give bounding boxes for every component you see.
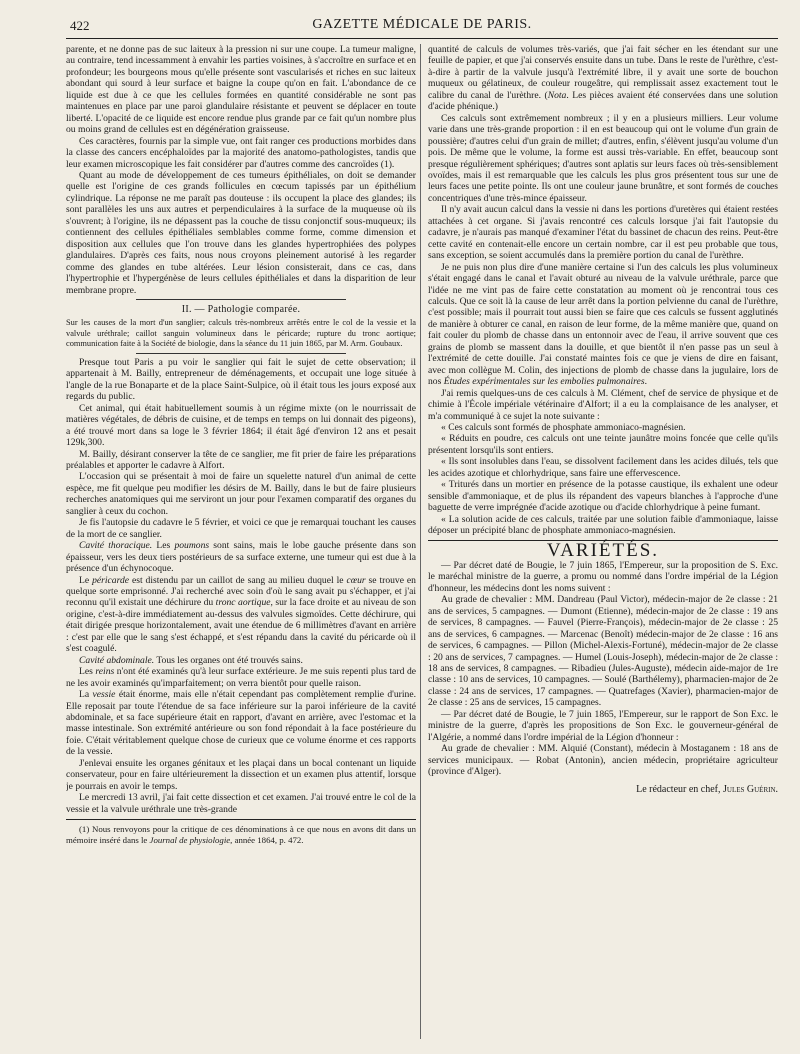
paragraph: parente, et ne donne pas de suc laiteux à la pression ni sur une coupe. La tumeur maligne, au contraire, tend incessamment à envahir les parties voisines, à s'accroître en surface et en profondeur; les bourgeons mous qu'elle présente sont vascularisés et riches en suc laiteux abondant qui sourd à leur surface et baigne la coupe qu'on en fait. L'abondance de ce liquide est due à ce que les cellules formées en quantité considérable ne sont pas maintenues en place par une paroi glandulaire résistante et peuvent se déplacer en toute liberté. L'opacité de ce liquide est encore rendue plus grande par ce fait qu'un nombre plus ou moins grand de cellules est en dégénération graisseuse. — [66, 44, 416, 136]
varietes-title: VARIÉTÉS. — [546, 540, 660, 562]
text-span: Tous les organes ont été trouvés sains. — [154, 654, 303, 666]
section-divider — [136, 299, 346, 300]
right-column — [428, 44, 778, 1039]
emphasis: reins — [95, 666, 115, 678]
paragraph: J'enlevai ensuite les organes génitaux et les plaçai dans un bocal contenant un liquide conservateur, pour en faire ultérieurement la dissection et un examen plus attentif, lorsque je pourrais en avoir le temps. — [66, 757, 416, 792]
subheading: Cavité abdominale. — [79, 654, 155, 666]
paragraph — [428, 262, 778, 388]
paragraph: Quant au mode de développement de ces tumeurs épithéliales, on doit se demander quelle est l'origine de ces grands follicules en cœcum tapissés par un épithélium cylindrique. La réponse ne me paraît pas douteuse : ils occupent la place des glandes; ils sont parallèles les uns aux autres et perpendiculaires à la surface de la muqueuse où ils s'ouvrent; à l'origine, ils ne dépassent pas la couche de tissu conjonctif sous-muqueux; ils contiennent des cellules épithéliales semblables comme forme, comme dimension et disposition aux cellules que l'on trouve dans les glandes hypertrophiées des polypes glandulaires. D'après ces faits, nous nous croyons pleinement autorisé à les regarder comme des glandes en tube altérées. Leur lésion consisterait, dans ce cas, dans l'hypertrophie et l'hypergénèse de leurs cellules épithéliales et dans la disparition de leur membrane propre. — [66, 169, 416, 296]
paragraph: Cet animal, qui était habituellement soumis à un régime mixte (on le nourrissait de matières végétales, de débris de cuisine, et de temps en temps on lui donnait des pigeons), a été trouvé mort dans sa loge le 3 février 1864; il était âgé d'environ 12 ans et pesait 129k,300. — [66, 402, 416, 449]
paragraph: Ces caractères, fournis par la simple vue, ont fait ranger ces productions morbides dans la classe des cancers encéphaloïdes par la majorité des anatomo-pathologistes, tandis que leur examen microscopique les fait considérer par d'autres comme des cancroïdes (1). — [66, 135, 416, 170]
paragraph: Il n'y avait aucun calcul dans la vessie ni dans les portions d'uretères qui étaient restées attachées à cet organe. Si j'avais rencontré ces calculs lorsque j'ai fait l'autopsie du cadavre, je n'aurais pas manqué d'examiner l'état du bassinet de chacun des reins. Peut-être cette cavité en contenait-elle encore un certain nombre, car il est peu probable que tous, sans exception, se soient accumulés dans la première portion du canal de l'urèthre. — [428, 204, 778, 262]
section-divider — [136, 353, 346, 354]
text-span: (1) Nous renvoyons pour la critique de ces dénominations à ce que nous en avons dit dans un mémoire inséré dans le — [66, 824, 416, 845]
text-span: , année 1864, p. 472. — [230, 834, 304, 845]
quote-line: « Ils sont insolubles dans l'eau, se dissolvent facilement dans les acides dilués, tels que les acides azotique et chlorhydrique, sans faire une effervescence. — [428, 456, 778, 479]
quote-line: « Triturés dans un mortier en présence de la potasse caustique, ils exhalent une odeur sensible d'ammoniaque, et de plus ils répandent des vapeurs blanches à l'approche d'une baguette de verre imprégnée d'acide azotique ou d'acide chlorhydrique à peine fumant. — [428, 479, 778, 514]
paragraph: Je fis l'autopsie du cadavre le 5 février, et voici ce que je remarquai touchant les causes de la mort de ce sanglier. — [66, 517, 416, 540]
text-span: . Les pièces avaient été conservées dans une solution d'acide phénique.) — [428, 89, 778, 113]
left-column — [66, 44, 416, 1039]
section-title: II. — Pathologie comparée. — [181, 303, 301, 315]
paragraph — [66, 540, 416, 574]
quote-line: « Réduits en poudre, ces calculs ont une teinte jaunâtre moins foncée que celle qu'ils présentent lorsqu'ils sont entiers. — [428, 433, 778, 456]
quote-line: « Ces calculs sont formés de phosphate ammoniaco-magnésien. — [441, 421, 686, 433]
paragraph: Au grade de chevalier : MM. Alquié (Constant), médecin à Mostaganem : 18 ans de services municipaux. — Robat (Antonin), ancien médecin, propriétaire agriculteur (province d'Alger). — [428, 743, 778, 778]
text-span: Le rédacteur en chef, — [636, 783, 723, 795]
text-span: n'ont été examinés qu'à leur surface extérieure. Je me suis repenti plus tard de ne les avoir examinés qu'imparfaitement; on verra bientôt pour quelle raison. — [66, 666, 416, 689]
paragraph: Presque tout Paris a pu voir le sanglier qui fait le sujet de cette observation; il appartenait à M. Bailly, entrepreneur de déménagements, et occupait une loge située à l'angle de la rue Bonaparte et de la place Saint-Sulpice, où il était tous les jours exposé aux regards du public. — [66, 356, 416, 403]
editor-name: Jules Guérin. — [723, 783, 778, 795]
text-span: sont sains, mais le lobe gauche présente dans son épaisseur, vers les deux tiers postérieurs de sa surface externe, une tumeur qui est due à la présence d'un échynocoque. — [66, 540, 416, 575]
emphasis: péricarde — [92, 574, 130, 586]
footnote-divider — [66, 819, 416, 820]
emphasis: tronc aortique — [215, 597, 271, 609]
text-span: était énorme, mais elle n'était cependant pas complètement remplie d'urine. Elle reposait par toute l'étendue de sa face inférieure sur la paroi inférieure de la cavité abdominale, et sa face supérieure était en rapport, d'avant en arrière, avec l'estomac et la masse intestinale. Son extrémité antérieure ou son fond répondait à la face postérieure du foie. C'était véritablement quelque chose de curieux que ce volume énorme et ces rapports de la vessie. — [66, 689, 416, 758]
text-span: Je ne puis non plus dire d'une manière certaine si l'un des calculs les plus volumineux s'était engagé dans le canal et l'avait obturé au niveau de la valvule uréthrale, parce que l'idée ne me vint pas de faire cette constatation au moment où je rencontrai tous ces calculs. Que ce soit là la cause de leur arrêt dans la portion pelvienne du canal de l'urèthre, c'est possible; mais il pourrait tout aussi bien se faire que ces calculs se fussent agglutinés de manière à obturer ce canal, en raison de leur forme, de la même manière que, quand on fait couler du plomb de chasse dans un entonnoir avec de l'eau, il arrive souvent que ces grains de plomb se massent dans la douille, et que bientôt il n'en passe pas un seul à l'extrémité de cette douille. J'ai constaté maintes fois ce que je viens de dire en faisant, avec mon collègue M. Colin, des injections de plomb de chasse dans la jugulaire, lors de nos — [428, 261, 778, 388]
page-header — [66, 16, 778, 39]
text-span: est distendu par un caillot de sang au milieu duquel le — [129, 574, 347, 586]
running-title: GAZETTE MÉDICALE DE PARIS. — [312, 17, 532, 32]
paragraph: L'occasion qui se présentait à moi de faire un squelette naturel d'un animal de cette espèce, me fit quelque peu modifier les désirs de M. Bailly, dans le but de faire plusieurs recherches anatomiques qui me serviront un jour pour l'examen comparatif des organes du sanglier à ceux du cochon. — [66, 471, 416, 517]
article-lead: Sur les causes de la mort d'un sanglier; calculs très-nombreux arrêtés entre le col de la vessie et la valvule uréthrale; caillot sanguin volumineux dans le péricarde; rupture du tronc aortique; communication faite à la Société de biologie, dans la séance du 11 juin 1865, par M. Arm. Goubaux. — [66, 318, 416, 349]
paragraph: Le mercredi 13 avril, j'ai fait cette dissection et cet examen. J'ai trouvé entre le col de la vessie et la valvule uréthrale une très-grande — [66, 792, 416, 815]
page-number: 422 — [70, 18, 90, 33]
paragraph: Au grade de chevalier : MM. Dandreau (Paul Victor), médecin-major de 2e classe : 21 ans de services, 5 campagnes. — Dumont (Etienne), médecin-major de 2e classe : 19 ans de services, 8 campagnes. — Fauvel (Pierre-François), médecin-major de 2e classe : 25 ans de services, 6 campagnes. — Marcenac (Benoît) médecin-major de 2e classe : 16 ans de services, 6 campagnes. — Pillon (Michel-Alexis-Fortuné), médecin-major de 2e classe : 20 ans de services, 7 campagnes. — Humel (Louis-Joseph), médecin-major de 2e classe : 18 ans de services, 8 campagnes. — Ribadieu (Jules-Auguste), médecin aide-major de 1re classe : 10 ans de services, 10 campagnes. — Soulé (Barthélemy), pharmacien-major de 2e classe : 24 ans de services, 17 campagnes. — Quatrefages (Xavier), pharmacien-major de 2e classe : 25 ans de services, 15 campagnes. — [428, 594, 778, 709]
subheading: Cavité thoracique. — [79, 540, 153, 552]
paragraph — [66, 689, 416, 758]
editor-signature — [428, 784, 778, 795]
text-span: . — [644, 376, 647, 388]
paragraph: J'ai remis quelques-uns de ces calculs à M. Clément, chef de service de physique et de chimie à l'École impériale vétérinaire d'Alfort; il a eu la complaisance de les analyser, et m'a communiqué à ce sujet la note suivante : — [428, 387, 778, 422]
paragraph — [66, 666, 416, 689]
text-span: Le — [79, 574, 93, 586]
paragraph: — Par décret daté de Bougie, le 7 juin 1865, l'Empereur, sur le rapport de Son Exc. le ministre de la guerre, d'après les propositions de Son Exc. le gouverneur-général de l'Algérie, a nommé dans l'ordre impérial de la Légion d'honneur : — [428, 708, 778, 743]
paragraph: Ces calculs sont extrêmement nombreux ; il y en a plusieurs milliers. Leur volume varie dans une très-grande proportion : il en est beaucoup qui ont le volume d'un grain de poussière; d'autres celui d'un grain de millet; d'autres, enfin, s'élèvent jusqu'au volume d'un pois. De même que le volume, la forme est aussi très-variable. En effet, beaucoup sont presque régulièrement sphériques; d'autres sont aplatis sur leurs faces où très-sensiblement ovoïdes, mais il est remarquable que les calculs les plus gros présentent tous sur une de leurs faces une petite pointe. Ils ont une couleur jaune brunâtre, et sont formés de couches concentriques d'une très-mince épaisseur. — [428, 112, 778, 204]
emphasis: poumons — [174, 540, 210, 552]
text-span: quantité de calculs de volumes très-variés, que j'ai fait sécher en les étendant sur une feuille de papier, et que j'ai conservés ensuite dans un tube. Dans le reste de l'urèthre, c'est-à-dire à partir de la valvule jusqu'à l'extrémité libre, il y avait une sorte de bouchon muqueux ou gélatineux, de couleur rougeâtre, qui remplissait assez exactement tout le calibre du canal de l'urèthre. ( — [428, 44, 778, 101]
paragraph — [428, 44, 778, 113]
emphasis: Journal de physiologie — [149, 834, 231, 845]
emphasis: Études expérimentales sur les embolies pulmonaires — [443, 376, 645, 388]
emphasis: Nota — [547, 89, 567, 101]
text-span: Les — [152, 540, 175, 552]
emphasis: cœur — [346, 574, 366, 586]
paragraph: — Par décret daté de Bougie, le 7 juin 1865, l'Empereur, sur la proposition de S. Exc. le maréchal ministre de la guerre, a promu ou nommé dans l'ordre impérial de la Légion d'honneur, les médecins dont les noms suivent : — [428, 559, 778, 594]
text-span: , sur la face droite et au niveau de son origine, c'est-à-dire immédiatement au-dessus des valvules sigmoïdes. Cette déchirure, qui était dirigée presque horizontalement, avait une étendue de 6 millimètres d'avant en arrière : c'est par elle que le sang s'est échappé, et s'est répandu dans la cavité du péricarde où il s'est coagulé. — [66, 597, 416, 655]
column-divider — [420, 44, 421, 1039]
paragraph — [66, 655, 416, 666]
footnote — [66, 824, 416, 845]
text-span: Les — [79, 666, 96, 678]
paragraph: M. Bailly, désirant conserver la tête de ce sanglier, me fit prier de faire les préparations préalables et apporter le cadavre à Alfort. — [66, 448, 416, 471]
text-span: se trouve en quelque sorte emprisonné. J'ai recherché avec soin d'où le sang avait pu s'échapper, et j'ai reconnu qu'il existait une déchirure du — [66, 574, 416, 609]
text-span: La — [79, 689, 93, 701]
paragraph — [66, 575, 416, 655]
emphasis: vessie — [92, 689, 116, 701]
quote-line: « La solution acide de ces calculs, traitée par une solution faible d'ammoniaque, laisse déposer un précipité blanc de phosphate ammoniaco-magnésien. — [428, 513, 778, 537]
